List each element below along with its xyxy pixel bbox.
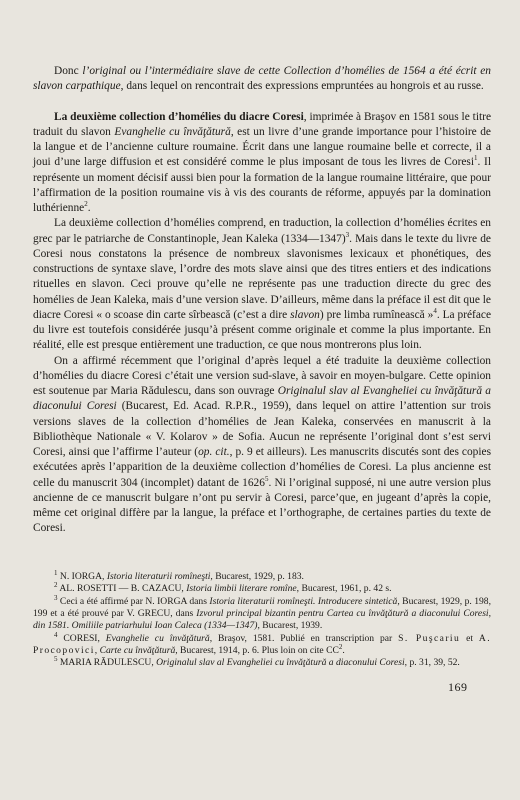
- footnote-3: $^3$ Ceci a été affirmé par N. IORGA dans Istoria literaturii romîneşti. Introducere sintetică, Bucarest, 1929, p. 198, 199 et a été prouvé par V. GRECU, dans Izvorul principal bizantin pentru Cartea cu învăţătură a diaconului Coresi, din 1581. Omiliile patriarhului Ioan Caleca (1334—1347), Bucarest, 1939.: [33, 593, 491, 632]
- paragraph-3: La deuxième collection d’homélies comprend, en traduction, la collection d’homélies écrites en grec par le patriarche de Constantinople, Jean Kaleka (1334—1347)$^3$. Mais dans le texte du livre de Coresi nous constatons la présence de nombreux slavonismes lexicaux et phonétiques, des constructions de syntaxe slave, l’ordre des mots slave ainsi que des titres entiers et des indications rituelles en slavon. Ceci prouve qu’elle ne représente pas une traduction directe du grec des homélies de Jean Kaleka, mais d’une version slave. D’ailleurs, même dans la préface il est dit que le diacre Coresi « o scoase din carte sîrbească (c’est a dire slavon) pre limba rumînească »$^4$. La préface du livre est toutefois considérée jusqu’à présent comme originale et comme la plus importante. En réalité, elle est presque entièrement une traduction, ce que nous montrerons plus loin.: [33, 217, 492, 352]
- page-number: 169: [448, 680, 468, 694]
- footnote-2: $^2$ AL. ROSETTI — B. CAZACU, Istoria limbii literare romîne, Bucarest, 1961, p. 42 s.: [54, 581, 392, 595]
- footnote-1: $^1$ N. IORGA, Istoria literaturii romîneşti, Bucarest, 1929, p. 183.: [54, 568, 304, 582]
- footnotes: [33, 568, 492, 670]
- paragraph-4: On a affirmé récemment que l’original d’après lequel a été traduite la deuxième collection d’homélies du diacre Coresi c’était une version sud-slave, à savoir en moyen-bulgare. Cette opinion est soutenue par Maria Rădulescu, dans son ouvrage Originalul slav al Evangheliei cu învăţătură a diaconului Coresi (Bucarest, Ed. Acad. R.P.R., 1959), dans lequel on attire l’attention sur trois versions slaves de la collection d’homélies de Jean Kaleka, conservées en manuscrit à la Bibliothèque Nationale « V. Kolarov » de Sofia. Aucun ne représente l’original dont s’est servi Coresi, ainsi que l’affirme l’auteur (op. cit., p. 9 et ailleurs). Les manuscrits discutés sont des copies exécutées après l’apparition de la deuxième collection d’homélies de Coresi. La plus ancienne est celle du manuscrit 304 (incomplet) datant de 1626$^5$. Ni l’original supposé, ni une autre version plus ancienne de ce manuscrit bulgare n’ont pu servir à Coresi, parce’que, en jugeant d’après la copie, même cet original diffère par la langue, la préface et l’orthographe, de certaines parties du texte de Coresi.: [33, 354, 492, 535]
- paragraph-2: La deuxième collection d’homélies du diacre Coresi, imprimée à Braşov en 1581 sous le titre traduit du slavon Evanghelie cu învăţătură, est un livre d’une grande importance pour l’histoire de la langue et de l’ancienne culture roumaine. Écrit dans une langue roumaine belle et correcte, il a joui d’une large diffusion et est considéré comme le plus imposant de tous les livres de Coresi$^1$. Il représente un moment décisif aussi bien pour la formation de la langue roumaine littéraire, que pour l’affirmation de la position roumaine vis à vis des courants de réforme, appuyés par la domination luthérienne$^2$.: [33, 110, 492, 214]
- footnote-5: $^5$ MARIA RĂDULESCU, Originalul slav al Evangheliei cu învăţătură a diaconului Coresi, p. 31, 39, 52.: [54, 655, 460, 669]
- footnote-4: $^4$ CORESI, Evanghelie cu învăţătură, Braşov, 1581. Publié en transcription par S. Puşcariu et A. Procopovici, Carte cu învăţătură, Bucarest, 1914, p. 6. Plus loin on cite $CC^2$.: [33, 630, 492, 657]
- paragraph-1: Donc l’original ou l’intermédiaire slave de cette Collection d’homélies de 1564 a été écrit en slavon carpathique, dans lequel on rencontrait des expressions empruntées au hongrois et au russe.: [33, 65, 491, 93]
- body-text: [33, 64, 491, 537]
